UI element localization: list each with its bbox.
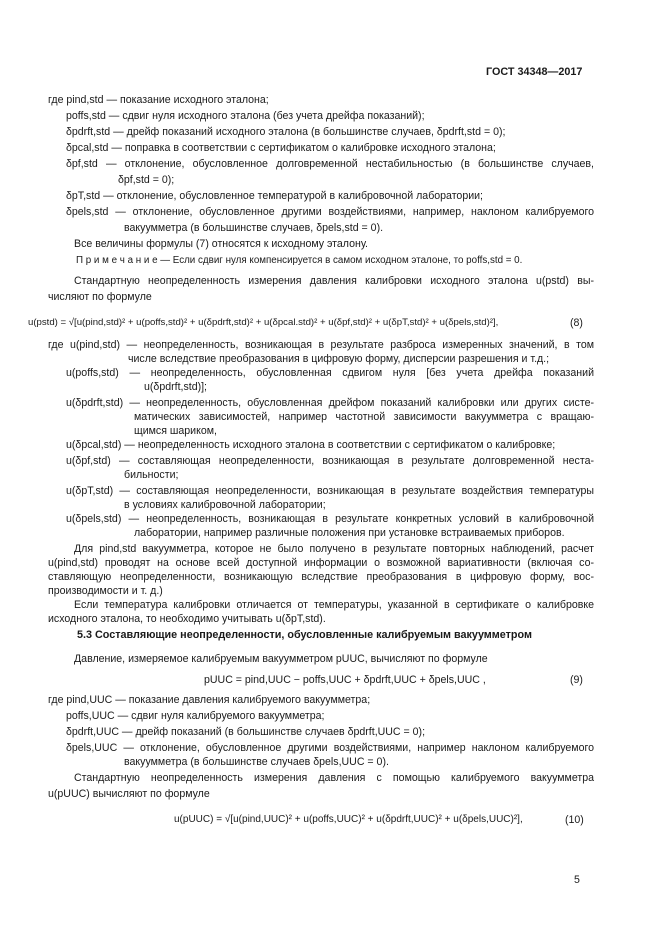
text-line: δpf,std — отклонение, обусловленное долговременной нестабильностью (в большинстве случаев,: [66, 158, 594, 170]
formula-8: u(pstd) = √[u(pind,std)² + u(poffs,std)² + u(δpdrft,std)² + u(δpcal.std)² + u(δpf,std)² + u(δpT,std)² + u(δpels,std)²],: [28, 317, 499, 328]
text-line: u(δpdrft,std) — неопределенность, обусловленная дрейфом показаний калибровки или других систе-: [66, 397, 594, 409]
text-line: δpels,std — отклонение, обусловленное другими воздействиями, например, наклоном калибруемого: [66, 206, 594, 218]
text-line: u(pind,std) проводят на основе всей доступной информации о возможной вариативности (включая со-: [48, 557, 594, 569]
text-line: вакуумметра (в большинстве случаев δpels,UUC = 0).: [124, 756, 389, 768]
text-line: где pind,UUC — показание давления калибруемого вакуумметра;: [48, 694, 371, 706]
text-line: poffs,UUC — сдвиг нуля калибруемого вакуумметра;: [66, 710, 325, 722]
text-line: Стандартную неопределенность измерения давления с помощью калибруемого вакуумметра: [74, 772, 594, 784]
formula-10-number: (10): [565, 814, 584, 826]
text-line: числяют по формуле: [48, 291, 152, 303]
text-line: δpcal,std — поправка в соответствии с сертификатом о калибровке исходного эталона;: [66, 142, 496, 154]
text-line: исходного эталона, то необходимо учитывать u(δpT,std).: [48, 613, 326, 625]
text-line: δpdrft,UUC — дрейф показаний (в большинстве случаев δpdrft,UUC = 0);: [66, 726, 426, 738]
text-line: δpdrft,std — дрейф показаний исходного эталона (в большинстве случаев, δpdrft,std = 0);: [66, 126, 506, 138]
formula-8-number: (8): [570, 317, 583, 329]
text-line: щимся шариком,: [134, 425, 217, 437]
section-heading: 5.3 Составляющие неопределенности, обусловленные калибруемым вакуумметром: [77, 629, 532, 641]
text-line: u(δpels,std) — неопределенность, возникающая в результате конкретных условий в калибровочной: [66, 513, 594, 525]
text-line: бильности;: [124, 469, 179, 481]
text-line: u(δpcal,std) — неопределенность исходного эталона в соответствии с сертификатом о калибровке;: [66, 439, 556, 451]
text-line: где u(pind,std) — неопределенность, возникающая в результате разброса измеренных значений, в том: [48, 339, 594, 351]
formula-9-number: (9): [570, 674, 583, 686]
text-line: poffs,std — сдвиг нуля исходного эталона (без учета дрейфа показаний);: [66, 110, 425, 122]
text-line: лаборатории, например различные положения при установке встраиваемых приборов.: [134, 527, 565, 539]
text-line: вакуумметра (в большинстве случаев, δpels,std = 0).: [124, 222, 384, 234]
text-line: δpf,std = 0);: [118, 174, 175, 186]
text-line: u(δpdrft,std)];: [144, 381, 208, 393]
text-line: Стандартную неопределенность измерения давления калибровки исходного эталона u(pstd) вы-: [74, 275, 594, 287]
text-line: Все величины формулы (7) относятся к исходному эталону.: [74, 238, 368, 250]
text-line: u(δpf,std) — составляющая неопределенности, возникающая в результате долговременной неста-: [66, 455, 594, 467]
text-line: δpT,std — отклонение, обусловленное температурой в калибровочной лаборатории;: [66, 190, 483, 202]
text-line: Для pind,std вакуумметра, которое не было получено в результате повторных наблюдений, расчет: [74, 543, 594, 555]
page-number: 5: [574, 874, 580, 886]
text-line: числе вследствие преобразования в цифровую форму, дисперсии разрешения и т.д.;: [128, 353, 550, 365]
text-line: где pind,std — показание исходного эталона;: [48, 94, 269, 106]
text-line: Давление, измеряемое калибруемым вакуумметром pUUC, вычисляют по формуле: [74, 653, 488, 665]
text-line: в условиях калибровочной лаборатории;: [124, 499, 326, 511]
text-line: производимости и т. д.): [48, 585, 163, 597]
text-line: матических зависимостей, например частотной зависимости вакуумметра с вращаю-: [134, 411, 594, 423]
text-line: δpels,UUC — отклонение, обусловленное другими воздействиями, например наклоном калибруемого: [66, 742, 594, 754]
text-line: u(poffs,std) — неопределенность, обусловленная сдвигом нуля [без учета дрейфа показаний: [66, 367, 594, 379]
text-line: u(pUUC) вычисляют по формуле: [48, 788, 210, 800]
text-line: u(δpT,std) — составляющая неопределенности, возникающая в результате воздействия температуры: [66, 485, 594, 497]
formula-9: pUUC = pind,UUC − poffs,UUC + δpdrft,UUC + δpels,UUC ,: [204, 674, 486, 686]
text-line: ставляющую неопределенности, возникающую вследствие преобразования в цифровую форму, вос-: [48, 571, 594, 583]
note-line: П р и м е ч а н и е — Если сдвиг нуля компенсируется в самом исходном эталоне, то poffs,std = 0.: [76, 255, 523, 266]
document-code-header: ГОСТ 34348—2017: [486, 66, 583, 78]
formula-10: u(pUUC) = √[u(pind,UUC)² + u(poffs,UUC)² + u(δpdrft,UUC)² + u(δpels,UUC)²],: [174, 814, 523, 825]
text-line: Если температура калибровки отличается от температуры, указанной в сертификате о калибровке: [74, 599, 594, 611]
